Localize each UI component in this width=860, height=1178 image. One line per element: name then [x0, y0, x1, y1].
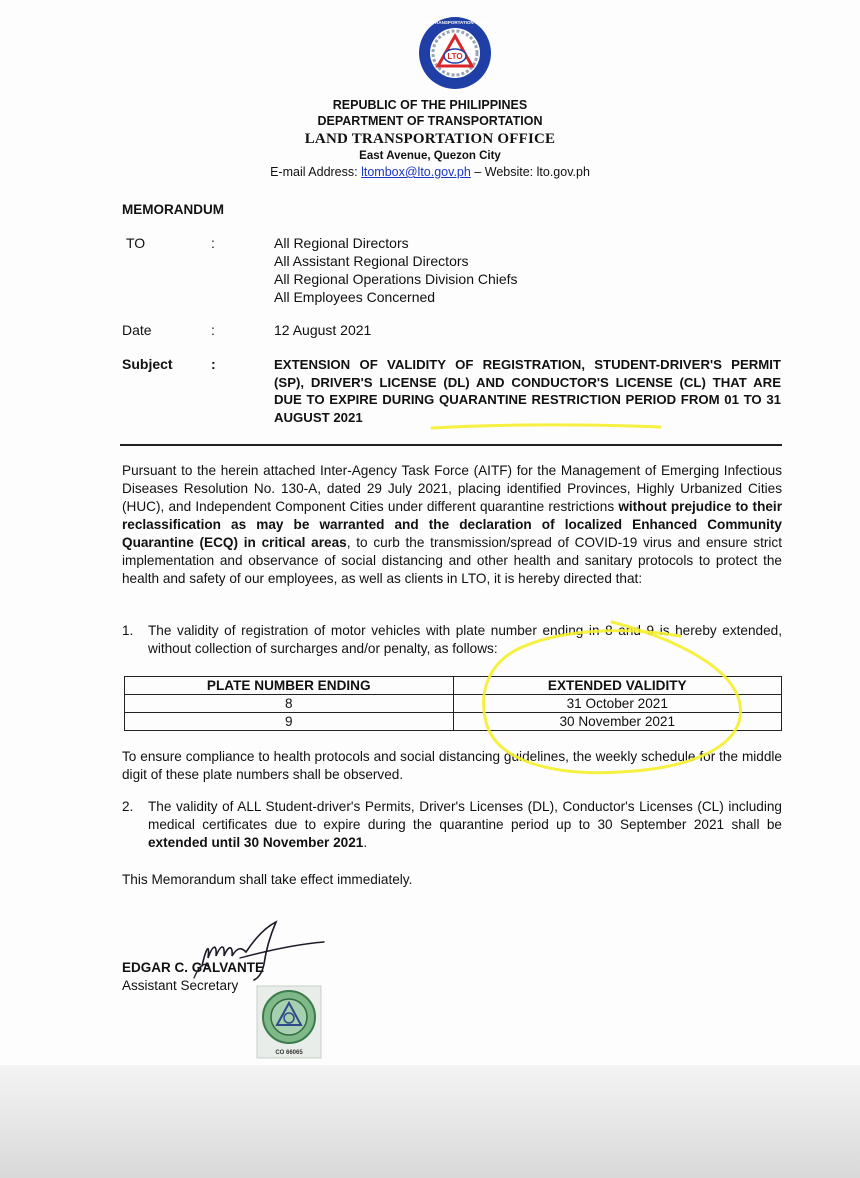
table-row — [125, 713, 782, 731]
website-label: – Website: lto.gov.ph — [474, 165, 590, 179]
address-line: East Avenue, Quezon City — [359, 150, 501, 162]
dry-seal-icon — [256, 985, 322, 1059]
to-label: TO — [126, 235, 146, 251]
subject-colon: : — [211, 356, 216, 372]
memo-subject: EXTENSION OF VALIDITY OF REGISTRATION, STUDENT-DRIVER'S PERMIT (SP), DRIVER'S LICENSE (DL) AND CONDUCTOR'S LICENSE (CL) THAT ARE DUE TO EXPIRE DURING QUARANTINE RESTRICTION PERIOD FROM 01 TO 31 AUGUST 2021 — [274, 357, 781, 425]
date-label: Date — [122, 322, 152, 338]
to-colon: : — [211, 235, 215, 251]
recipient-list — [274, 234, 518, 306]
plate-ending-cell: 9 — [125, 713, 454, 731]
validity-cell: 30 November 2021 — [453, 713, 782, 731]
contact-line — [0, 165, 860, 179]
item-text: The validity of registration of motor vehicles with plate number ending in 8 and 9 is hereby extended, without collection of surcharges and/or penalty, as follows: — [148, 623, 782, 656]
plate-validity-table — [124, 676, 782, 731]
handwritten-signature-icon — [180, 918, 330, 988]
date-colon: : — [211, 322, 215, 338]
table-header-row — [125, 677, 782, 695]
recipient-item: All Assistant Regional Directors — [274, 253, 469, 269]
item-text — [148, 798, 782, 852]
item2-text-b: . — [363, 835, 368, 850]
directive-item-2 — [122, 798, 782, 854]
lto-logo-icon — [418, 16, 492, 90]
memo-title: MEMORANDUM — [122, 202, 224, 217]
item2-bold-text: extended until 30 November 2021 — [148, 835, 364, 850]
seal-text: CO 66065 — [275, 1050, 303, 1056]
effectivity-line: This Memorandum shall take effect immediately. — [122, 872, 413, 887]
item-number: 1. — [122, 623, 134, 638]
directive-item-1 — [122, 622, 782, 662]
republic-heading: REPUBLIC OF THE PHILIPPINES — [332, 98, 528, 112]
logo-inner-text: LTO — [447, 52, 463, 61]
intro-paragraph — [122, 462, 782, 588]
column-header: EXTENDED VALIDITY — [453, 677, 782, 695]
recipient-item: All Regional Directors — [274, 235, 409, 251]
memo-date: 12 August 2021 — [274, 322, 372, 338]
subject-label: Subject — [122, 356, 173, 372]
logo-ring-text: LAND TRANSPORTATION OFFICE — [418, 20, 492, 25]
item2-text-a: The validity of ALL Student-driver's Permits, Driver's Licenses (DL), Conductor's Licenses (CL) including medical certificates due to expire during the quarantine period up to 30 September 2021 shall be — [148, 799, 782, 832]
item-number: 2. — [122, 799, 134, 814]
department-heading: DEPARTMENT OF TRANSPORTATION — [317, 114, 543, 128]
recipient-item: All Employees Concerned — [274, 289, 436, 305]
intro-bold-text: without prejudice to their reclassification as may be warranted and the declaration of localized Enhanced Community Quarantine (ECQ) in critical areas — [122, 499, 782, 550]
intro-text-a: Pursuant to the herein attached Inter-Agency Task Force (AITF) for the Management of Emerging Infectious Diseases Resolution No. 130-A, dated 29 July 2021, placing identified Provinces, Highly Urbanized Cities (HUC), and Independent Component Cities under different quarantine restrictions — [122, 463, 782, 514]
signatory-title: Assistant Secretary — [122, 978, 239, 993]
page-shadow — [0, 1065, 860, 1178]
office-heading: LAND TRANSPORTATION OFFICE — [304, 131, 556, 147]
email-label: E-mail Address: — [270, 165, 358, 179]
email-link[interactable]: ltombox@lto.gov.ph — [361, 165, 471, 179]
schedule-paragraph: To ensure compliance to health protocols and social distancing guidelines, the weekly schedule for the middle digit of these plate numbers shall be observed. — [122, 749, 782, 782]
header-divider — [120, 444, 782, 446]
plate-ending-cell: 8 — [125, 695, 454, 713]
intro-text-b: , to curb the transmission/spread of COVID-19 virus and ensure strict implementation and observance of social distancing and other health and sanitary protocols to protect the health and safety of our employees, as well as clients in LTO, it is hereby directed that: — [122, 535, 782, 586]
column-header: PLATE NUMBER ENDING — [125, 677, 454, 695]
validity-cell: 31 October 2021 — [453, 695, 782, 713]
table-row — [125, 695, 782, 713]
recipient-item: All Regional Operations Division Chiefs — [274, 271, 518, 287]
signatory-name: EDGAR C. GALVANTE — [122, 960, 265, 975]
